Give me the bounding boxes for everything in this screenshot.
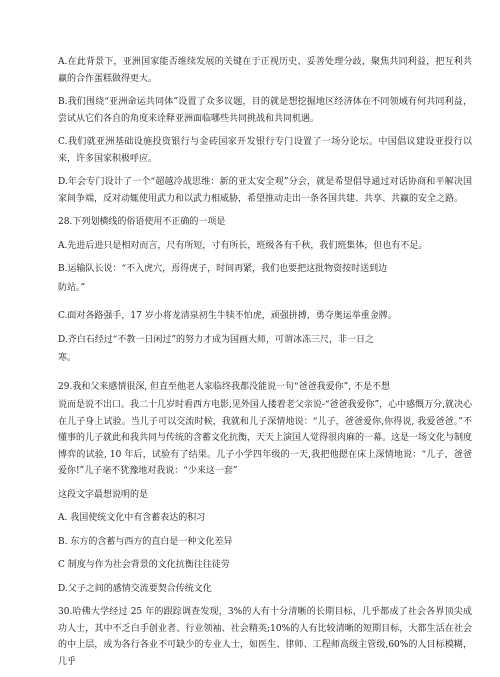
question-28-option-c: C.面对各路强手，17 岁小将龙清泉初生牛犊不怕虎，顽强拼搏，勇夺奥运举重金牌。 (58, 311, 397, 321)
question-28-option-d: D.齐白石经过“不教一日闲过”的努力才成为国画大师，可谓冰冻三尺，非一日之 (58, 334, 374, 345)
option-b: B.我们围绕“亚洲命运共同体”设置了众多议题，目的就是想挖掘地区经济体在不同领域有何共同利益，尝试从它们各自的角度来诠释亚洲面临哪些共同挑战和共同机遇。 (58, 97, 472, 124)
question-29-option-c: C 制度与作为社会背景的文化抗衡往往徒劳 (58, 560, 230, 570)
question-29-option-d: D.父子之间的感情交流要契合传统文化 (58, 583, 212, 594)
question-29-option-b: B. 东方的含蓄与西方的直白是一种文化差异 (58, 536, 233, 547)
option-c: C.我们就亚洲基础设施投资银行与金砖国家开发银行专门设置了一场分论坛。中国倡议建设亚投行以来，许多国家积极呼应。 (58, 137, 472, 164)
question-29-option-a: A. 我国使统文化中有含蓄表达的积习 (58, 513, 206, 523)
question-28-option-a: A.先进后进只是相对而言，尺有所短，寸有所长，班级各有千秋，我们班集体，但也有不足。 (58, 240, 428, 251)
question-28-option-b-continued: 防站。” (58, 282, 86, 293)
question-29-passage: 说而是说不出口。我二十几岁时看西方电影,见外国人搂着老父亲说-“爸爸我爱你”，心中感慨万分,就决心在儿子身上试验。当儿子可以交流时候，我就和儿子深情地说：“儿子，爸爸爱你,你得说, 我爱爸爸。”不懂事的儿子就此和我共同与传统的含蓄文化抗衡，天天上演国人觉得很肉麻的一幕。这是一场文化与制度博弈的试验, 10 年后，试验有了结果。儿子小学四年级的一天,我把他摁在床上深情地说：“儿子，爸爸爱你!”儿子毫不犹豫地对我说：“少来这一套” (58, 400, 473, 476)
question-28-option-b: B.运输队长说：“不入虎穴，焉得虎子，时间再紧，我们也要把这批物资按时送到边 (58, 264, 388, 274)
document-page (58, 54, 472, 677)
question-28: 28.下列划横线的俗语使用不正确的一项是 (58, 217, 226, 227)
question-30: 30.哈佛大学经过 25 年的跟踪调查发现，3%的人有十分清晰的长期目标，几乎都成了社会各界顶尖成功人士，其中不乏白手创业者、行业领袖、社会精英;10%的人有比较清晰的短期目标，大都生活在社会的中上层，成为各行各业不可缺少的专业人士，如医生、律师、工程师高级主管级,60%的人目标模糊，几乎 (58, 607, 472, 667)
question-29: 29.我和父来感情很深, 但直至他老人家临终我都没能说一句“爸爸我爱你”, 不是不想 (58, 381, 390, 392)
question-28-option-d-continued: 寒。 (58, 353, 77, 363)
option-d: D.年会专门设计了一个“超越冷战思维：新的亚太安全观”分会，就是希望倡导通过对话协商和平解决国家间争端，反对动辄使用武力和以武力相威胁，希望推动走出一条各国共建、共享、共赢的安全之路。 (58, 177, 472, 204)
option-a: A.在此背景下，亚洲国家能否维续发展的关键在于正视历史、妥善处理分歧，聚焦共同利益，把互利共赢的合作蛋糕做得更大。 (58, 57, 472, 84)
question-29-stem: 这段文字最想说明的是 (58, 489, 149, 500)
